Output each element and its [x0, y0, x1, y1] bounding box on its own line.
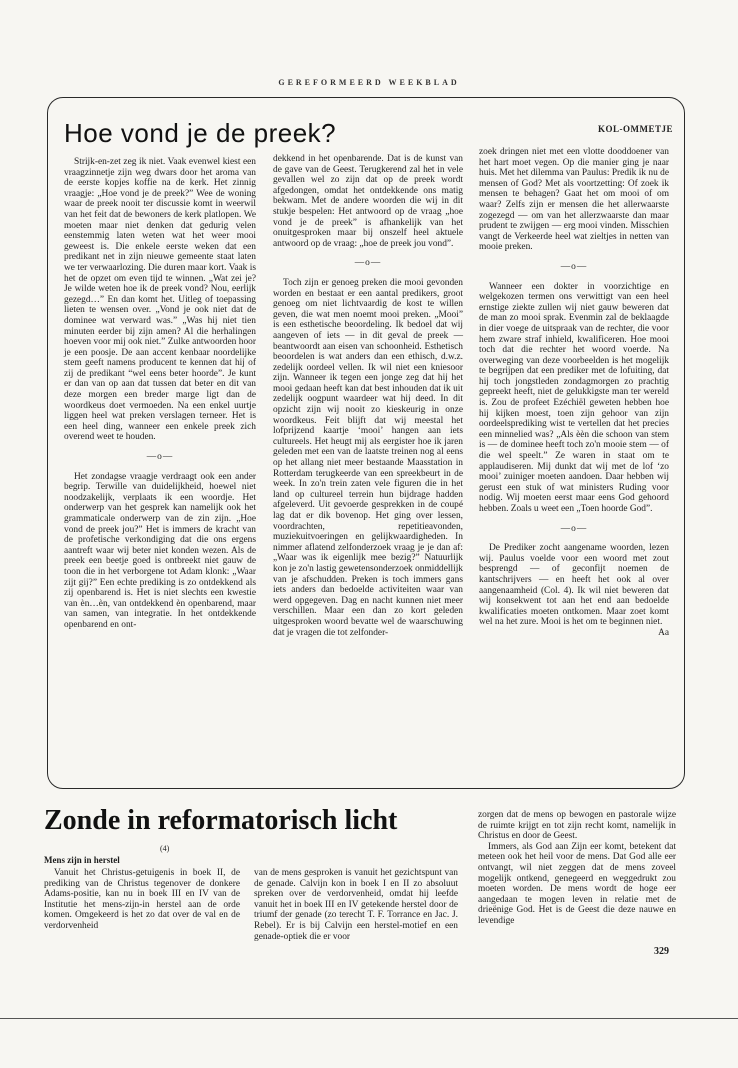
- paragraph: Immers, als God aan Zijn eer komt, betekent dat meteen ook het heil voor de mens. Dat God alle eer ontvangt, wil niet zeggen dat de mens zoveel mogelijk ontkend, genegeerd en weggedrukt zou moeten worden. De mens wordt de hoge eer aangedaan te mogen leven in relatie met de drieënige God. Het is de Geest die deze nauwe en levendige: [478, 841, 676, 926]
- article-column-3: [479, 147, 669, 639]
- paragraph: Toch zijn er genoeg preken die mooi gevonden worden en bestaat er een aantal predikers, groot genoeg om niet lichtvaardig de kost te willen geven, die wat men noemt mooi preken. „Mooi” is een esthetische beoordeling. Ik bedoel dat wij aangeven of iets — in dit geval de preek — beantwoordt aan eisen van schoonheid. Esthetisch beoordelen is wat anders dan een ethisch, d.w.z. zedelijk oordeel vellen. Ik wil niet een kniesoor zijn. Wanneer ik tegen een jonge zeg dat hij het mooi gedaan heeft kan dat best inhouden dat ik uit zedelijk oogpunt waardeer wat hij deed. In dit opzicht zijn wij nooit zo kieskeurig in onze woordkeus. Feit blijft dat wij meestal het lofprijzend kaartje ‘mooi’ hangen aan iets cultureels. Het heugt mij als eergister hoe ik jaren geleden met een van de laatste treinen nog al eens op het allang niet meer bestaande Maasstation in Rotterdam terugkeerde van een spreekbeurt in de week. In zo'n trein zaten vele figuren die in het land op cultureel terrein hun bijdrage hadden afgeleverd. Uit gevoerde gesprekken in de coupé lag dat er dik bovenop. Het ging over lessen, voordrachten, repetitieavonden, muziekuitvoeringen en gelijkwaardigheden. In nimmer aflatend zelfonderzoek vraag je je dan af: „Waar was ik eigenlijk mee bezig?” Natuurlijk kon je zo'n lastig gewetensonderzoek onmiddellijk van je afschudden. Preken is toch immers gans iets anders dan bedoelde activiteiten waar van werd opgegeven. Dag en nacht kunnen niet meer verschillen. Maar een dan zo kort geleden uitgesproken woord bevatte wel de waarschuwing dat je vragen die tot zelfonder-: [273, 277, 463, 638]
- paragraph: Wanneer een dokter in voorzichtige en welgekozen termen ons verwittigt van een heel ernstige ziekte zullen wij niet gauw beweren dat de man zo mooi sprak. Evenmin zal de beklaagde in dier voege de uitspraak van de rechter, die voor hem zware straf inhield, kwalificeren. Hoe mooi toch dat die rechter het woord voerde. Na overweging van deze voorbeelden is het mogelijk te begrijpen dat een prediker met de lofuiting, dat hij toch jongstleden zondagmorgen zo prachtig gepreekt heeft, niet de gelukkigste man ter wereld is. Zou de profeet Ezéchiël geweten hebben hoe hij kijken moest, toen zijn gehoor van zijn oordeelsprediking wist te vertellen dat het precies een minnelied was? „Als èèn die schoon van stem is — de dominee heeft toch zo'n mooie stem — of die wel speelt.” Ze waren in staat om te applaudiseren. Mij dunkt dat wij met de lof ‘zo mooi’ zuiniger moeten aandoen. Daar hebben wij gerust een stuk of wat ministers Ruding voor nodig. Wij moeten eerst maar eens God gehoord hebben. Zoals u weet een „Toen hoorde God”.: [479, 281, 669, 514]
- page-number: 329: [654, 946, 669, 957]
- paragraph: dekkend in het openbarende. Dat is de kunst van de gave van de Geest. Terugkerend zal het in vele gevallen wel zo zijn dat op de preek wordt afgedongen, omdat het ontdekkende ons matig bekwam. Met de andere woorden die wij in dit stukje bespelen: Het antwoord op de vraag „hoe vond je de preek” is afhankelijk van het onuitgesproken maar bij onszelf heel aktuele antwoord op de vraag: „hoe de preek jou vond”.: [273, 154, 463, 249]
- article2-column-2: [254, 868, 458, 942]
- article2-column-1: [44, 868, 240, 932]
- separator: —o—: [146, 452, 174, 463]
- paragraph: Strijk-en-zet zeg ik niet. Vaak evenwel kiest een vraagzinnetje zijn weg dwars door het aroma van de eerste kopjes koffie na de kerk. Het zinnig vraagje: „Hoe vond je de preek?” Wee de woning waar de preek nooit ter discussie komt in weerwil van het feit dat de bewoners de kerk platlopen. We moeten maar niet denken dat gedurig velen eenstemmig laten weten wat het weer mooi geweest is. Die enkele eerste weken dat een predikant net in zijn nieuwe gemeente staat laten we ter verwaarlozing. Die duren maar kort. Vaak is het de opzet om even tijd te winnen. „Wat zei je? Je wilde weten hoe ik de preek vond? Nou, eerlijk gezegd…” En dan komt het. Uitleg of toepassing lieten te wensen over. „Vond je ook niet dat de dominee wat verward was.” „Was hij niet tien minuten eerder bij zijn amen? Al die herhalingen hoeven voor mij ook niet.” Zulke antwoorden hoor je een poosje. De aan accent kenbaar noordelijke stem geeft namens producent te kennen dat hij of zij de predikant “wel eens beter hoorde”. Je kunt er dan van op aan dat tussen dat beter en dit van deze morgen een breder marge ligt dan de woordkeus doet vermoeden. Na een enkel uurtje liggen heel wat preken verslagen terneer. Het is een heel ding, wanneer een enkele preek zich overend weet te houden.: [64, 157, 256, 443]
- paragraph: zoek dringen niet met een vlotte dooddoener van het hart moet vegen. Op die manier ging je naar huis. Met het dilemma van Paulus: Predik ik nu de mensen of God? Met als voortzetting: Of zoek ik mensen te behagen? Gaat het om mooi of om waar? Zelfs zijn er mensen die het allerwaarste zogezegd — om van het allerzwaarste dan maar prudent te zwijgen — erg mooi vinden. Misschien vangt de Verkeerde heel wat zieltjes in netten van mooie preken.: [479, 147, 669, 253]
- running-header: GEREFORMEERD WEEKBLAD: [278, 78, 460, 87]
- separator: —o—: [560, 523, 588, 534]
- paragraph: zorgen dat de mens op bewogen en pastorale wijze de ruimte krijgt en tot zijn recht komt, namelijk in Christus en door de Geest.: [478, 810, 676, 842]
- separator: —o—: [354, 258, 382, 269]
- article-column-1: [64, 157, 256, 631]
- author-signature: Aa: [658, 627, 669, 638]
- separator: —o—: [560, 261, 588, 272]
- article2-column-3: [478, 810, 676, 927]
- paragraph: De Prediker zocht aangename woorden, lezen wij. Paulus voelde voor een woord met zout besprengd — of geconfijt noemen de kantschrijvers — en heeft het ook al over aangenaamheid (Col. 4). Ik wil niet beweren dat wij konsekwent tot aan het end aan bedoelde kwalificaties moeten ontkomen. Maar zoet komt wel na het zure. Mooi is het om te beginnen niet.: [479, 543, 669, 628]
- paragraph: Vanuit het Christus-getuigenis in boek II, de prediking van de Christus tegenover de donkere Adams-positie, kan nu in boek III en IV van de Institutie het mens-zijn-in herstel aan de orde komen. Omgekeerd is het zo dat over de val en de verdorvenheid: [44, 868, 240, 931]
- bottom-rule: [0, 1018, 738, 1019]
- article-column-2: [273, 154, 463, 638]
- article2-subheading: Mens zijn in herstel: [44, 855, 120, 865]
- column-label: KOL-OMMETJE: [598, 124, 673, 134]
- part-number: (4): [160, 844, 170, 853]
- paragraph: van de mens gesproken is vanuit het gezichtspunt van de genade. Calvijn kon in boek I en II zo absoluut spreken over de verdorvenheid, omdat hij leefde vanuit het in boek III en IV getekende herstel door de triumf der genade (zo terecht T. F. Torrance en Jac. J. Rebel). Er is bij Calvijn een herstel-motief en een genade-optiek die er voor: [254, 868, 458, 942]
- article-title: Hoe vond je de preek?: [64, 118, 337, 148]
- article2-title: Zonde in reformatorisch licht: [44, 805, 398, 836]
- paragraph: Het zondagse vraagje verdraagt ook een ander begrip. Terwille van duidelijkheid, hoewel niet noodzakelijk, verplaats ik een woordje. Het onderwerp van het gesprek kan namelijk ook het grammaticale onderwerp van de zin zijn. „Hoe vond de preek jou?” Het is immers de kracht van de profetische verkondiging dat die ons ergens aantreft waar wij beter niet konden wezen. Als de preek een beetje goed is ontbreekt niet gauw de toon die in het verborgene tot Adam klonk: „Waar zijt gij?” Een echte prediking is zo ontdekkend als zij openbarend is. Het is niet slechts een kwestie van èn…èn, van ontdekkend èn openbarend, maar van samen, van integratie. In het ontdekkende openbarend en ont-: [64, 471, 256, 630]
